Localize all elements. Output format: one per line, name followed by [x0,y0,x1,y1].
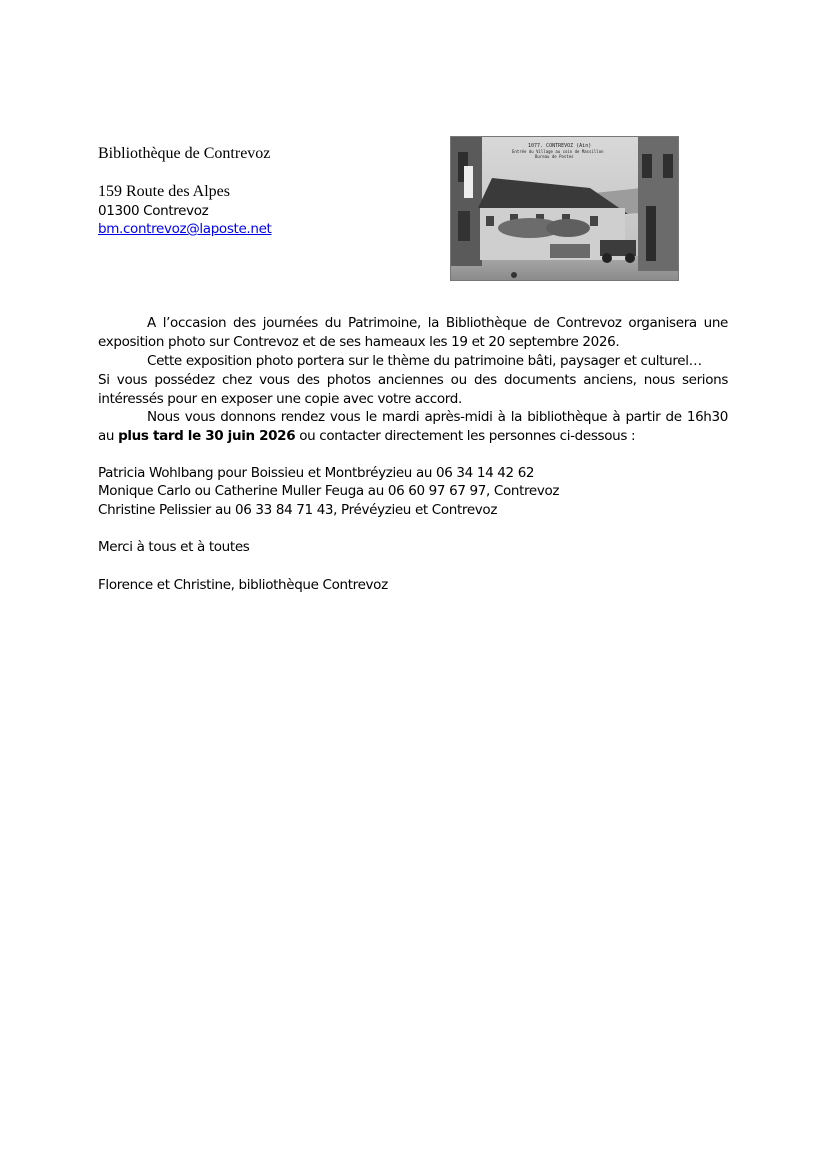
thanks-line: Merci à tous et à toutes [98,539,250,555]
signature-line: Florence et Christine, bibliothèque Contrevoz [98,577,388,593]
address-street: 159 Route des Alpes [98,183,230,200]
appointment-text: Nous vous donnons rendez vous le mardi après-midi à la bibliothèque à partir de 16h30 au [98,409,728,444]
vintage-postcard-photo [450,136,679,281]
library-name: Bibliothèque de Contrevoz [98,145,271,162]
deadline-text: plus tard le 30 juin 2026 [118,427,296,444]
photo-caption-1: 1077. CONTREVOZ (Ain) [528,143,592,149]
contact-line: Christine Pelissier au 06 33 84 71 43, Prévéyzieu et Contrevoz [98,502,498,518]
contact-line: Patricia Wohlbang pour Boissieu et Montbréyzieu au 06 34 14 42 62 [98,465,535,481]
paragraph-announcement: A l’occasion des journées du Patrimoine, la Bibliothèque de Contrevoz organisera une exposition photo sur Contrevoz et de ses hameaux les 19 et 20 septembre 2026. [98,315,728,350]
email-link[interactable]: bm.contrevoz@laposte.net [98,221,272,237]
contact-intro-text: ou contacter directement les personnes ci-dessous : [295,427,636,444]
photo-caption-3: Bureau de Postes [535,154,574,159]
paragraph-request: Si vous possédez chez vous des photos anciennes ou des documents anciens, nous serions intéressés pour en exposer une copie avec votre accord. [98,372,728,407]
photo-caption-2: Entrée du Village au coin de Massillon [512,149,604,154]
paragraph-appointment [98,408,728,445]
paragraph-theme: Cette exposition photo portera sur le thème du patrimoine bâti, paysager et culturel… [147,353,702,369]
address-city: 01300 Contrevoz [98,203,209,219]
contact-line: Monique Carlo ou Catherine Muller Feuga au 06 60 97 67 97, Contrevoz [98,483,560,499]
